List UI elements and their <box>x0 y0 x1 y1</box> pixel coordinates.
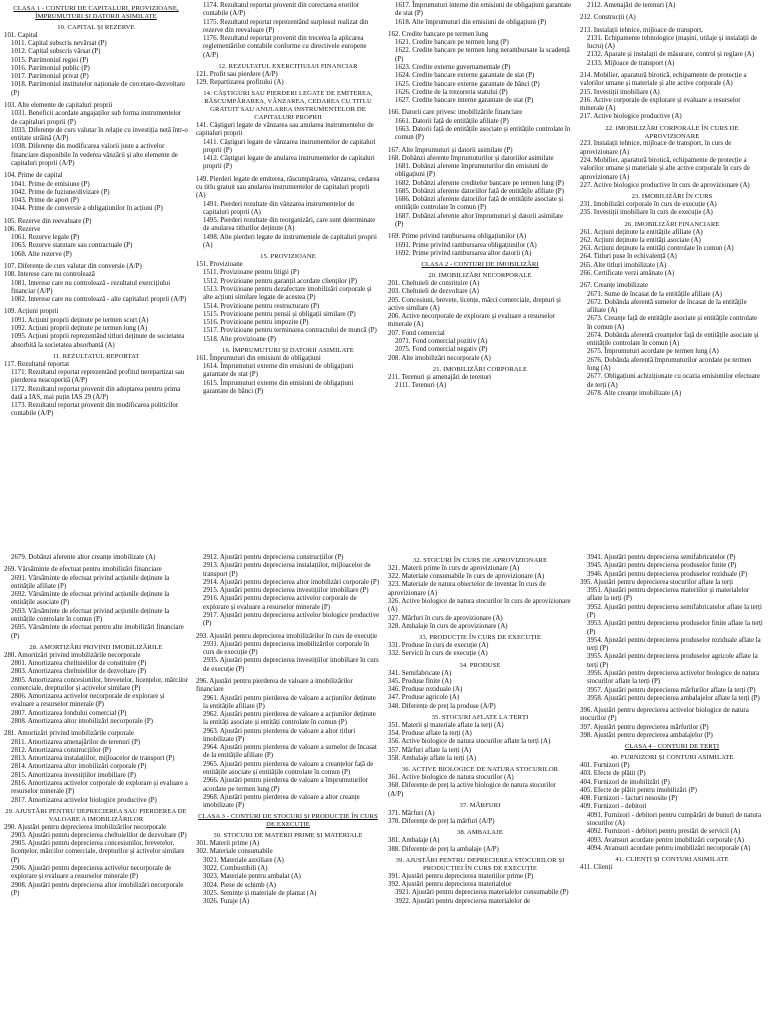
account-entry: 1171. Rezultatul reportat reprezentând profitul nerepartizat sau pierderea neacoperită (A/P) <box>11 369 185 385</box>
account-entry: 361. Active biologice de natura stocurilor (A) <box>388 774 514 782</box>
account-entry: 1061. Rezerve legale (P) <box>11 234 80 242</box>
account-entry: 264. Titluri puse în echivalență (A) <box>580 253 677 261</box>
account-entry: 357. Mărfuri aflate la terți (A) <box>388 746 472 754</box>
group-heading: 32. STOCURI ÎN CURS DE APROVIZIONARE <box>412 557 548 564</box>
account-entry: 1091. Acțiuni proprii deținute pe termen scurt (A) <box>11 316 149 324</box>
account-entry: 281. Amortizări privind imobilizările corporale <box>4 730 134 738</box>
account-entry: 392. Ajustări pentru deprecierea materialelor <box>388 881 512 889</box>
group-heading: 11. REZULTATUL REPORTAT <box>52 352 140 360</box>
account-entry: 3921. Ajustări pentru deprecierea materialelor consumabile (P) <box>395 889 569 897</box>
account-entry: 2816. Amortizarea activelor corporale de explorare și evaluare a resurselor minerale (P) <box>11 779 188 796</box>
account-entry: 2807. Amortizarea fondului comercial (P) <box>11 709 127 717</box>
account-entry: 1018. Patrimoniul institutelor naționale de cercetare-dezvoltare (P) <box>11 81 186 97</box>
account-entry: 1682. Dobânzi aferente creditelor bancare pe termen lung (P) <box>395 179 564 187</box>
group-heading: 16. ÎMPRUMUTURI ȘI DATORII ASIMILATE <box>222 347 354 354</box>
account-entry: 201. Cheltuieli de constituire (A) <box>388 279 480 287</box>
account-entry: 107. Diferențe de curs valutar din conversie (A/P) <box>4 263 142 271</box>
text-column <box>576 0 768 548</box>
account-entry: 2914. Ajustări pentru deprecierea altor imobilizări corporale (P) <box>203 578 380 586</box>
account-entry: 1042. Prime de fuziune/divizare (P) <box>11 188 110 196</box>
account-entry: 1625. Credite bancare externe garantate de bănci (P) <box>395 80 540 88</box>
text-column <box>0 0 192 548</box>
account-entry: 1095. Acțiuni proprii reprezentând titluri deținute de societatea absorbită la societatea absorbantă (A) <box>11 333 185 349</box>
account-entry: 2961. Ajustări pentru pierderea de valoare a acțiunilor deținute la entitățile afiliate (P) <box>203 694 376 710</box>
account-entry: 1173. Rezultatul reportat provenit din modificarea politicilor contabile (A/P) <box>11 402 179 418</box>
account-entry: 2906. Ajustări pentru deprecierea activelor necorporale de explorare și evaluare a resurselor minerale (P) <box>11 865 172 881</box>
account-entry: 1044. Prime de conversie a obligațiunilor în acțiuni (P) <box>11 205 163 213</box>
account-entry: 408. Furnizori - facturi nesosite (P) <box>580 795 678 803</box>
account-entry: 2814. Amortizarea altor imobilizări corporale (P) <box>11 763 147 771</box>
account-entry: 322. Materiale consumabile în curs de aprovizionare (A) <box>388 573 545 581</box>
account-entry: 3951. Ajustări pentru deprecierea materiilor și materialelor aflate la terți (P) <box>587 587 750 603</box>
account-entry: 1685. Dobânzi aferente datoriilor față de entitățile afiliate (P) <box>395 187 564 195</box>
account-entry: 296. Ajustări pentru pierderea de valoare a imobilizărilor financiare <box>196 677 353 694</box>
account-entry: 263. Acțiuni deținute la entități controlate în comun (A) <box>580 245 734 253</box>
account-entry: 2071. Fond comercial pozitiv (A) <box>395 337 488 345</box>
account-entry: 211. Terenuri și amenajări de terenuri <box>388 373 492 381</box>
account-entry: 2803. Amortizarea cheltuielilor de dezvoltare (P) <box>11 668 147 676</box>
account-entry: 161. Împrumuturi din emisiuni de obligațiuni <box>196 354 321 362</box>
account-entry: 1516. Provizioane pentru impozite (P) <box>203 319 309 327</box>
account-entry: 105. Rezerve din reevaluare (P) <box>4 217 92 225</box>
account-entry: 1627. Credite bancare interne garantate de stat (P) <box>395 97 534 105</box>
account-entry: 2915. Ajustări pentru deprecierea investițiilor imobiliare (P) <box>203 587 369 595</box>
account-entry: 1692. Prime privind rambursarea altor datorii (A) <box>395 249 532 257</box>
account-entry: 381. Ambalaje (A) <box>388 837 440 845</box>
account-entry: 2679. Dobânzi aferente altor creanțe imobilizate (A) <box>11 554 156 561</box>
account-entry: 1621. Credite bancare pe termen lung (P) <box>395 39 509 47</box>
account-entry: 216. Active corporale de explorare și evaluare a resurselor minerale (A) <box>580 96 741 113</box>
account-entry: 4092. Furnizori - debitori pentru prestări de servicii (A) <box>587 828 741 836</box>
account-entry: 398. Ajustări pentru deprecierea ambalajelor (P) <box>580 731 713 739</box>
account-entry: 1491. Pierderi rezultate din vânzarea instrumentelor de capitaluri proprii (A) <box>203 200 355 216</box>
account-entry: 4093. Avansuri acordate pentru imobilizări corporale (A) <box>587 836 744 844</box>
account-entry: 1617. Împrumuturi interne din emisiuni de obligațiuni garantate de stat (P) <box>395 2 572 18</box>
account-entry: 326. Active biologice de natura stocurilor în curs de aprovizionare (A) <box>388 598 571 614</box>
account-entry: 3953. Ajustări pentru deprecierea produselor finite aflate la terți (P) <box>587 620 763 636</box>
account-entry: 2695. Vărsăminte de efectuat pentru alte imobilizări financiare (P) <box>11 624 184 640</box>
account-entry: 2812. Amortizarea construcțiilor (P) <box>11 746 111 754</box>
group-heading: 35. STOCURI AFLATE LA TERȚI <box>431 713 529 721</box>
account-entry: 2671. Sume de încasat de la entitățile afiliate (A) <box>587 290 722 298</box>
account-entry: 2815. Amortizarea investițiilor imobiliare (P) <box>11 771 136 779</box>
account-entry: 3922. Ajustări pentru deprecierea materialelor de <box>395 897 531 905</box>
class-heading: CLASA 2 - CONTURI DE IMOBILIZĂRI <box>421 261 539 269</box>
account-entry: 121. Profit sau pierdere (A/P) <box>196 70 278 78</box>
account-entry: 1411. Câștiguri legate de vânzarea instrumentelor de capitaluri proprii (P) <box>203 138 376 154</box>
account-entry: 2963. Ajustări pentru pierderea de valoare a altor titluri imobilizate (P) <box>203 727 356 743</box>
account-entry: 341. Semifabricate (A) <box>388 669 452 677</box>
account-entry: 1176. Rezultatul reportat provenit din trecerea la aplicarea reglementărilor contabile conforme cu directivele europene (A/P) <box>203 35 367 59</box>
account-entry: 347. Produse agricole (A) <box>388 694 460 702</box>
group-heading: 28. AMORTIZĂRI PRIVIND IMOBILIZĂRILE <box>29 643 163 651</box>
account-entry: 2675. Împrumuturi acordate pe termen lung (A) <box>587 348 719 356</box>
account-entry: 168. Dobânzi aferente împrumuturilor și datoriilor asimilate <box>388 154 554 162</box>
account-entry: 206. Active necorporale de explorare și evaluare a resurselor minerale (A) <box>388 313 556 329</box>
account-entry: 2964. Ajustări pentru pierderea de valoare a sumelor de încasat de la entitățile afiliate (P) <box>203 744 377 760</box>
group-heading: 14. CÂȘTIGURI SAU PIERDERI LEGATE DE EMITEREA, RĂSCUMPĂRAREA, VÂNZAREA, CEDAREA CU TITLU GRATUIT SAU ANULAREA INSTRUMENTELOR DE CAPITALURI PROPRII <box>203 90 373 122</box>
group-heading: 33. PRODUCȚIE ÎN CURS DE EXECUȚIE <box>419 634 541 642</box>
account-entry: 215. Investiții imobiliare (A) <box>580 88 660 96</box>
group-heading: 20. IMOBILIZĂRI NECORPORALE <box>428 272 532 280</box>
account-entry: 321. Materii prime în curs de aprovizionare (A) <box>388 564 520 572</box>
account-entry: 1038. Diferențe din modificarea valorii juste a activelor financiare disponibile în vederea vânzării și alte elemente de capitaluri proprii (A/P) <box>11 143 178 167</box>
account-entry: 403. Efecte de plătit (P) <box>580 770 646 778</box>
account-entry: 223. Instalații tehnice, mijloace de transport, în curs de aprovizionare (A) <box>580 140 732 156</box>
account-entry: 3956. Ajustări pentru deprecierea activelor biologice de natura stocurilor aflate la terți (P) <box>587 669 760 686</box>
account-entry: 332. Servicii în curs de execuție (A) <box>388 650 488 658</box>
account-entry: 2692. Vărsăminte de efectuat privind acțiunile deținute la entitățile asociate (P) <box>11 591 170 607</box>
account-entry: 1515. Provizioane pentru pensii și obligații similare (P) <box>203 310 356 318</box>
text-column <box>576 552 768 1024</box>
group-heading: 40. FURNIZORI ȘI CONTURI ASIMILATE <box>610 754 734 762</box>
account-entry: 331. Produse în curs de execuție (A) <box>388 642 489 650</box>
account-entry: 2693. Vărsăminte de efectuat privind acțiunile deținute la entitățile controlate în comun (P) <box>11 607 170 623</box>
account-entry: 2817. Amortizarea activelor biologice productive (P) <box>11 796 157 804</box>
account-entry: 356. Active biologice de natura stocurilor aflate la terți (A) <box>388 738 551 746</box>
group-heading: 39. AJUSTĂRI PENTRU DEPRECIEREA STOCURILOR ȘI PRODUCȚIEI ÎN CURS DE EXECUȚIE <box>395 856 565 872</box>
account-entry: 1172. Rezultatul reportat provenit din adoptarea pentru prima dată a IAS, mai puțin IAS 29 (A/P) <box>11 385 181 401</box>
account-entry: 2801. Amortizarea cheltuielilor de constituire (P) <box>11 660 147 667</box>
account-entry: 1511. Provizioane pentru litigii (P) <box>203 269 300 277</box>
group-heading: 34. PRODUSE <box>459 661 501 669</box>
account-entry: 1031. Beneficii acordate angajaților sub forma instrumentelor de capitaluri proprii (P) <box>11 110 182 126</box>
account-entry: 2968. Ajustări pentru pierderea de valoare a altor creanțe imobilizate (P) <box>203 793 360 810</box>
account-entry: 2676. Dobânda aferentă împrumuturilor acordate pe termen lung (A) <box>587 356 752 373</box>
account-entry: 2672. Dobânda aferentă sumelor de încasat de la entitățile afiliate (A) <box>587 298 747 315</box>
account-entry: 1691. Prime privind rambursarea obligațiunilor (A) <box>395 241 537 249</box>
account-entry: 354. Produse aflate la terți (A) <box>388 730 472 738</box>
account-entry: 2805. Amortizarea concesiunilor, brevetelor, licențelor, mărcilor comerciale, drepturilor și activelor similare (P) <box>11 676 188 692</box>
account-entry: 351. Materii și materiale aflate la terți (A) <box>388 721 504 729</box>
account-entry: 129. Repartizarea profitului (A) <box>196 79 284 87</box>
account-entry: 167. Alte împrumuturi și datorii asimilate (P) <box>388 146 513 154</box>
account-entry: 2133. Mijloace de transport (A) <box>587 59 675 67</box>
account-entry: 3945. Ajustări pentru deprecierea produselor finite (P) <box>587 562 737 570</box>
account-entry: 1681. Dobânzi aferente împrumuturilor din emisiuni de obligațiuni (P) <box>395 163 548 179</box>
account-entry: 1017. Patrimoniul privat (P) <box>11 73 89 81</box>
account-entry: 267. Creanțe imobilizate <box>580 282 648 290</box>
account-entry: 2811. Amortizarea amenajărilor de terenuri (P) <box>11 738 141 746</box>
account-entry: 169. Prime privind rambursarea obligațiunilor (A) <box>388 233 527 241</box>
text-column <box>0 552 192 1024</box>
class-heading: CLASA 4 - CONTURI DE TERȚI <box>624 743 720 751</box>
account-entry: 409. Furnizori - debitori <box>580 803 647 811</box>
text-column <box>384 552 576 1024</box>
account-entry: 1517. Provizioane pentru terminarea contractului de muncă (P) <box>203 327 377 335</box>
account-entry: 104. Prime de capital <box>4 172 63 180</box>
account-entry: 2678. Alte creanțe imobilizate (A) <box>587 389 682 397</box>
text-column <box>192 552 384 1024</box>
account-entry: 2913. Ajustări pentru deprecierea instalațiilor, mijloacelor de transport (P) <box>203 562 371 578</box>
account-entry: 1623. Credite externe guvernamentale (P) <box>395 63 511 71</box>
account-entry: 293. Ajustări pentru deprecierea imobilizărilor în curs de execuție <box>196 632 378 640</box>
account-entry: 1624. Credite bancare externe garantate de stat (P) <box>395 72 535 80</box>
account-entry: 323. Materiale de natura obiectelor de inventar în curs de aprovizionare (A) <box>388 581 546 597</box>
account-entry: 166. Datorii care privesc imobilizările financiare <box>388 109 523 117</box>
class-heading: CLASA 1 - CONTURI DE CAPITALURI, PROVIZIOANE, ÎMPRUMUTURI ȘI DATORII ASIMILATE <box>13 5 179 20</box>
account-entry: 1614. Împrumuturi externe din emisiuni de obligațiuni garantate de stat (P) <box>203 363 354 379</box>
account-entry: 1012. Capital subscris vărsat (P) <box>11 48 101 56</box>
account-entry: 101. Capital <box>4 31 38 39</box>
account-entry: 231. Imobilizări corporale în curs de execuție (A) <box>580 201 717 209</box>
account-entry: 368. Diferențe de preț la active biologice de natura stocurilor (A/P) <box>388 782 556 798</box>
account-entry: 1043. Prime de aport (P) <box>11 197 79 205</box>
account-entry: 162. Credite bancare pe termen lung <box>388 30 489 38</box>
account-entry: 2916. Ajustări pentru deprecierea activelor corporale de explorare și evaluare a resurselor minerale (P) <box>203 595 357 611</box>
account-entry: 1498. Alte pierderi legate de instrumentele de capitaluri proprii (A) <box>203 233 377 249</box>
account-entry: 224. Mobilier, aparatură birotică, echipamente de protecție a valorilor umane și materiale și alte active corporale în curs de aprovizionare (A) <box>580 157 750 181</box>
account-entry: 405. Efecte de plătit pentru imobilizări (P) <box>580 786 697 794</box>
account-entry: 2806. Amortizarea activelor necorporale de explorare și evaluare a resurselor minerale (P) <box>11 693 165 709</box>
account-entry: 3954. Ajustări pentru deprecierea produselor reziduale aflate la terți (P) <box>587 636 761 653</box>
account-entry: 265. Alte titluri imobilizate (A) <box>580 261 667 269</box>
group-heading: 30. STOCURI DE MATERII PRIME ȘI MATERIALE <box>213 832 363 840</box>
account-entry: 4094. Avansuri acordate pentru imobilizări necorporale (A) <box>587 844 751 852</box>
account-entry: 1661. Datorii față de entitățile afiliate (P) <box>395 117 509 125</box>
account-entry: 217. Active biologice productive (A) <box>580 113 682 121</box>
account-entry: 2111. Terenuri (A) <box>395 381 447 389</box>
account-entry: 208. Alte imobilizări necorporale (A) <box>388 354 491 362</box>
account-entry: 2132. Aparate și instalații de măsurare, control și reglare (A) <box>587 51 755 59</box>
account-entry: 212. Construcții (A) <box>580 14 636 22</box>
group-heading: 21. IMOBILIZĂRI CORPORALE <box>432 365 528 373</box>
bottom-half <box>0 552 768 1024</box>
account-entry: 280. Amortizări privind imobilizările necorporale <box>4 651 141 659</box>
account-entry: 2673. Creanțe față de entitățile asociate și entitățile controlate în comun (A) <box>587 315 758 331</box>
account-entry: 1081. Interese care nu controlează - rezultatul exercițiului financiar (A/P) <box>11 279 171 295</box>
account-entry: 1512. Provizioane pentru garanții acordate clienților (P) <box>203 277 358 285</box>
account-entry: 203. Cheltuieli de dezvoltare (A) <box>388 288 479 296</box>
text-column <box>384 0 576 548</box>
account-entry: 346. Produse reziduale (A) <box>388 686 463 694</box>
account-entry: 1513. Provizioane pentru dezafectare imobilizări corporale și alte acțiuni similare legate de acestea (P) <box>203 286 372 302</box>
account-entry: 1518. Alte provizioane (P) <box>203 335 277 343</box>
account-entry: 1412. Câștiguri legate de anularea instrumentelor de capitaluri proprii (P) <box>203 155 375 171</box>
account-entry: 261. Acțiuni deținute la entitățile afiliate (A) <box>580 228 703 236</box>
group-heading: 10. CAPITAL ȘI REZERVE <box>57 23 135 31</box>
account-entry: 2677. Obligațiuni achiziționate cu ocazia emisiunilor efectuate de terți (A) <box>587 373 760 389</box>
text-column <box>192 0 384 548</box>
account-entry: 1082. Interese care nu controlează - alte capitaluri proprii (A/P) <box>11 296 187 304</box>
account-entry: 235. Investiții imobiliare în curs de execuție (A) <box>580 209 713 217</box>
account-entry: 1175. Rezultatul reportat reprezentând surplusul realizat din rezerve din reevaluare (P) <box>203 18 369 34</box>
account-entry: 1495. Pierderi rezultate din reorganizări, care sunt determinate de anularea titlurilor deținute (A) <box>203 217 376 233</box>
account-entry: 301. Materii prime (A) <box>196 840 260 848</box>
account-entry: 2674. Dobânda aferentă creanțelor față de entitățile asociate și entitățile controlate în comun (A) <box>587 331 759 348</box>
account-entry: 2966. Ajustări pentru pierderea de valoare a împrumuturilor acordate pe termen lung (P) <box>203 777 368 793</box>
account-entry: 2075. Fond comercial negativ (P) <box>395 346 488 354</box>
account-entry: 1063. Rezerve statutare sau contractuale (P) <box>11 242 133 250</box>
account-entry: 1626. Credite de la trezoreria statului (P) <box>395 88 508 96</box>
account-entry: 1618. Alte împrumuturi din emisiuni de obligațiuni (P) <box>395 18 547 26</box>
account-entry: 141. Câștiguri legate de vânzarea sau anularea instrumentelor de capitaluri proprii <box>196 122 374 138</box>
account-entry: 2808. Amortizarea altor imobilizări necorporale (P) <box>11 717 153 725</box>
account-entry: 2965. Ajustări pentru pierderea de valoare a creanțelor față de entitățile asociate și entitățile controlate în comun (P) <box>203 760 374 777</box>
account-entry: 2691. Vărsăminte de efectuat privind acțiunile deținute la entitățile afiliate (P) <box>11 574 170 590</box>
account-entry: 3955. Ajustări pentru deprecierea produselor agricole aflate la terți (P) <box>587 653 758 669</box>
group-heading: 37. MĂRFURI <box>459 802 501 809</box>
account-entry: 2912. Ajustări pentru deprecierea construcțiilor (P) <box>203 554 344 561</box>
class-heading: CLASA 3 - CONTURI DE STOCURI ȘI PRODUCȚIE ÎN CURS DE EXECUȚIE <box>198 813 378 829</box>
account-entry: 1622. Credite bancare pe termen lung nerambursate la scadență (P) <box>395 47 570 63</box>
account-entry: 262. Acțiuni deținute la entități asociate (A) <box>580 236 701 244</box>
account-entry: 3023. Materiale pentru ambalat (A) <box>203 873 301 881</box>
account-entry: 1033. Diferențe de curs valutar în relație cu investiția netă într-o entitate străină (A/P) <box>11 126 188 143</box>
account-entry: 1663. Datorii față de entitățile asociate și entitățile controlate în comun (P) <box>395 125 571 142</box>
account-entry: 2813. Amortizarea instalațiilor, mijloacelor de transport (P) <box>11 755 175 763</box>
account-entry: 269. Vărsăminte de efectuat pentru imobilizări financiare <box>4 566 162 574</box>
account-entry: 2112. Amenajări de terenuri (A) <box>587 2 676 9</box>
account-entry: 1015. Patrimoniul regiei (P) <box>11 56 89 64</box>
account-entry: 103. Alte elemente de capitaluri proprii <box>4 101 113 109</box>
group-heading: 26. IMOBILIZĂRI FINANCIARE <box>624 220 720 228</box>
group-heading: 23. IMOBILIZĂRI ÎN CURS <box>631 193 713 201</box>
account-entry: 108. Interese care nu controlează <box>4 271 95 279</box>
group-heading: 12. REZULTATUL EXERCIȚIULUI FINANCIAR <box>218 62 358 70</box>
account-entry: 401. Furnizori (P) <box>580 762 630 769</box>
group-heading: 15. PROVIZIOANE <box>260 253 316 261</box>
account-entry: 3946. Ajustări pentru deprecierea produselor reziduale (P) <box>587 570 748 578</box>
account-entry: 151. Provizioane <box>196 261 243 269</box>
account-entry: 1514. Provizioane pentru restructurare (P) <box>203 302 320 310</box>
account-entry: 2908. Ajustări pentru deprecierea altor imobilizări necorporale (P) <box>11 881 184 897</box>
account-entry: 378. Diferențe de preț la mărfuri (A/P) <box>388 818 495 826</box>
account-entry: 227. Active biologice productive în curs de aprovizionare (A) <box>580 181 750 189</box>
account-entry: 4091. Furnizori - debitori pentru cumpărări de bunuri de natura stocurilor (A) <box>587 811 762 827</box>
account-entry: 1174. Rezultatul reportat provenit din corectarea erorilor contabile (A/P) <box>203 2 360 18</box>
account-entry: 3952. Ajustări pentru deprecierea semifabricatelor aflate la terți (P) <box>587 603 762 619</box>
account-entry: 1041. Prime de emisiune (P) <box>11 180 90 188</box>
account-entry: 396. Ajustări pentru deprecierea activelor biologice de natura stocurilor (P) <box>580 707 749 723</box>
account-entry: 213. Instalații tehnice, mijloace de transport, <box>580 26 703 34</box>
account-entry: 2903. Ajustări pentru deprecierea cheltuielilor de dezvoltare (P) <box>11 831 187 839</box>
account-entry: 205. Concesiuni, brevete, licențe, mărci comerciale, drepturi și active similare (A) <box>388 296 561 312</box>
group-heading: 36. ACTIVE BIOLOGICE DE NATURA STOCURILOR <box>401 766 559 774</box>
account-entry: 3024. Piese de schimb (A) <box>203 881 276 889</box>
account-entry: 2935. Ajustări pentru deprecierea investițiilor imobiliare în curs de execuție (P) <box>203 657 379 673</box>
account-entry: 348. Diferențe de preț la produse (A/P) <box>388 702 496 710</box>
group-heading: 38. AMBALAJE <box>457 829 503 837</box>
account-entry: 2931. Ajustări pentru deprecierea imobilizărilor corporale în curs de execuție (P) <box>203 640 370 657</box>
account-entry: 345. Produse finite (A) <box>388 677 452 685</box>
account-entry: 371. Mărfuri (A) <box>388 809 435 817</box>
account-entry: 3025. Semințe și materiale de plantat (A) <box>203 889 317 897</box>
account-entry: 1011. Capital subscris nevărsat (P) <box>11 40 107 47</box>
account-entry: 404. Furnizori de imobilizări (P) <box>580 778 670 786</box>
account-entry: 117. Rezultatul reportat <box>4 360 69 368</box>
account-entry: 1092. Acțiuni proprii deținute pe termen lung (A) <box>11 325 148 332</box>
account-entry: 214. Mobilier, aparatură birotică, echipamente de protecție a valorilor umane și materiale și alte active corporale (A) <box>580 71 747 88</box>
account-entry: 1016. Patrimoniul public (P) <box>11 64 90 72</box>
group-heading: 22. IMOBILIZĂRI CORPORALE ÎN CURS DE APROVIZIONARE <box>605 124 739 140</box>
account-entry: 1687. Dobânzi aferente altor împrumuturi și datorii asimilate (P) <box>395 212 564 229</box>
account-entry: 3026. Furaje (A) <box>203 898 250 906</box>
account-entry: 411. Clienți <box>580 864 613 871</box>
account-entry: 391. Ajustări pentru deprecierea materiilor prime (P) <box>388 872 534 880</box>
account-entry: 395. Ajustări pentru deprecierea stocurilor aflate la terți <box>580 578 734 586</box>
account-entry: 388. Diferențe de preț la ambalaje (A/P) <box>388 845 499 853</box>
account-entry: 397. Ajustări pentru deprecierea mărfurilor (P) <box>580 723 709 731</box>
account-entry: 2905. Ajustări pentru deprecierea concesiunilor, brevetelor, licențelor, mărcilor comerciale, drepturilor și activelor similare (P) <box>11 840 185 864</box>
group-heading: 29. AJUSTĂRI PENTRU DEPRECIEREA SAU PIERDEREA DE VALOARE A IMOBILIZĂRILOR <box>5 807 187 823</box>
account-entry: 328. Ambalaje în curs de aprovizionare (A) <box>388 622 508 630</box>
account-entry: 149. Pierderi legate de emiterea, răscumpărarea, vânzarea, cedarea cu titlu gratuit sau anularea instrumentelor de capitaluri proprii (A) <box>196 175 380 200</box>
account-entry: 3021. Materiale auxiliare (A) <box>203 856 284 864</box>
account-entry: 2917. Ajustări pentru deprecierea activelor biologice productive (P) <box>203 611 380 628</box>
account-entry: 106. Rezerve <box>4 225 41 233</box>
account-entry: 1615. Împrumuturi externe din emisiuni de obligațiuni garantate de bănci (P) <box>203 379 354 396</box>
account-entry: 2962. Ajustări pentru pierderea de valoare a acțiunilor deținute la entități asociate și entități controlate în comun (P) <box>203 711 376 727</box>
account-entry: 3957. Ajustări pentru deprecierea mărfurilor aflate la terți (P) <box>587 686 756 694</box>
account-entry: 3941. Ajustări pentru deprecierea semifabricatelor (P) <box>587 554 736 561</box>
account-entry: 3958. Ajustări pentru deprecierea ambalajelor aflate la terți (P) <box>587 694 760 702</box>
account-entry: 207. Fond comercial <box>388 329 445 337</box>
account-entry: 1686. Dobânzi aferente datoriilor față de entitățile asociate și entitățile controlate în comun (P) <box>395 196 564 212</box>
group-heading: 41. CLIENȚI ȘI CONTURI ASIMILATE <box>615 856 729 864</box>
account-entry: 266. Certificate verzi amânate (A) <box>580 269 675 277</box>
account-entry: 302. Materiale consumabile <box>196 848 273 856</box>
account-entry: 2131. Echipamente tehnologice (mașini, utilaje și instalații de lucru) (A) <box>587 34 758 51</box>
account-entry: 327. Mărfuri în curs de aprovizionare (A) <box>388 614 503 622</box>
account-entry: 3022. Combustibili (A) <box>203 865 268 872</box>
account-entry: 1068. Alte rezerve (P) <box>11 250 72 258</box>
account-entry: 109. Acțiuni proprii <box>4 308 59 316</box>
account-entry: 358. Ambalaje aflate la terți (A) <box>388 754 477 762</box>
account-entry: 290. Ajustări pentru deprecierea imobilizărilor necorporale <box>4 823 167 831</box>
